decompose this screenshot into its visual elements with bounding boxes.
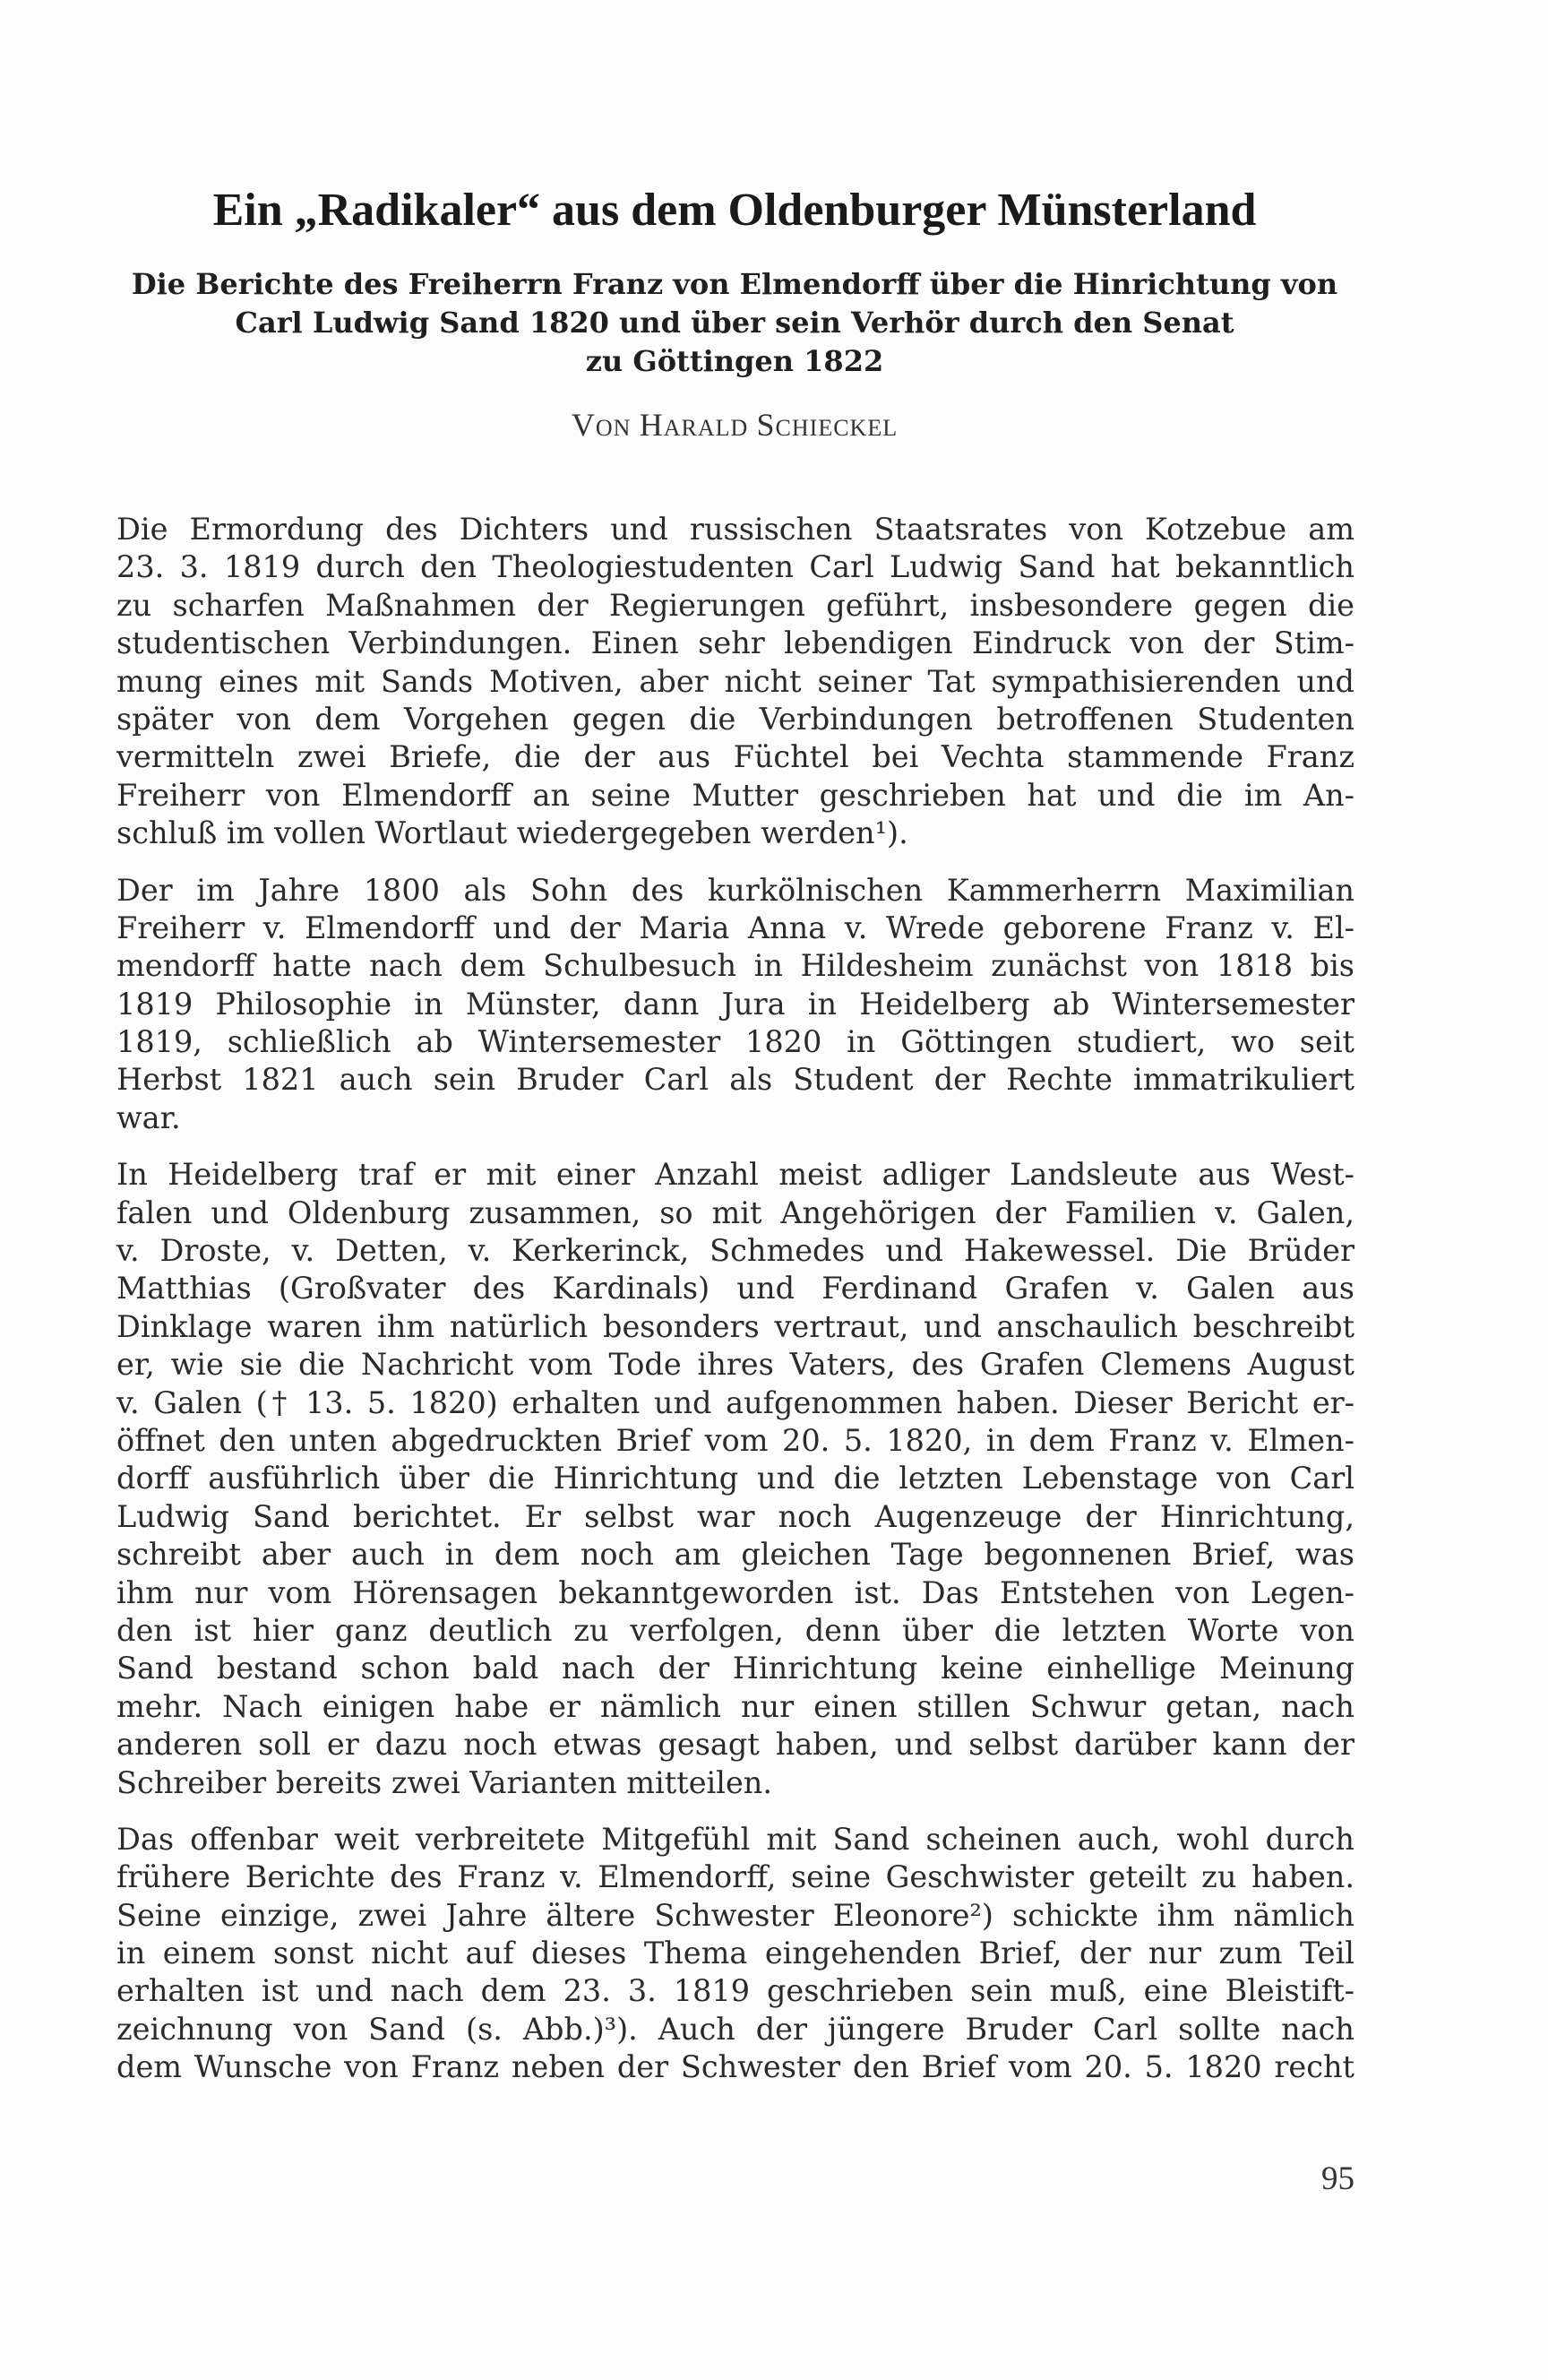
text-line: schluß im vollen Wortlaut wiedergegeben werden¹).: [116, 815, 908, 851]
text-line: 1819 Philosophie in Münster, dann Jura in Heidelberg ab Wintersemester: [116, 986, 1354, 1022]
text-line: dorff ausführlich über die Hinrichtung und die letzten Lebenstage von Carl: [116, 1461, 1354, 1496]
text-line: ihm nur vom Hörensagen bekanntgeworden ist. Das Entstehen von Legen-: [116, 1574, 1354, 1610]
text-line: Die Ermordung des Dichters und russischen Staatsrates von Kotzebue am: [116, 512, 1354, 547]
text-line: Dinklage waren ihm natürlich besonders vertraut, und anschaulich beschreibt: [116, 1308, 1354, 1344]
text-line: Herbst 1821 auch sein Bruder Carl als Student der Rechte immatrikuliert: [116, 1062, 1354, 1098]
subtitle-line: Die Berichte des Freiherrn Franz von Elmendorff über die Hinrichtung von: [131, 267, 1338, 301]
text-line: erhalten ist und nach dem 23. 3. 1819 geschrieben sein muß, eine Bleistift-: [116, 1973, 1354, 2009]
subtitle-line: zu Göttingen 1822: [585, 344, 884, 378]
text-line: dem Wunsche von Franz neben der Schwester den Brief vom 20. 5. 1820 recht: [116, 2049, 1354, 2085]
author-byline: VON HARALD SCHIECKEL: [571, 407, 899, 443]
article-body: [116, 511, 1354, 2106]
page-number: 95: [1321, 2160, 1354, 2197]
text-line: mendorff hatte nach dem Schulbesuch in Hildesheim zunächst von 1818 bis: [116, 948, 1354, 984]
text-line: in einem sonst nicht auf dieses Thema eingehenden Brief, der nur zum Teil: [116, 1936, 1354, 1971]
text-line: später von dem Vorgehen gegen die Verbindungen betroffenen Studenten: [116, 701, 1354, 737]
text-line: Freiherr von Elmendorff an seine Mutter geschrieben hat und die im An-: [116, 777, 1354, 813]
body-paragraph: [116, 872, 1354, 1138]
text-line: vermitteln zwei Briefe, die der aus Füchtel bei Vechta stammende Franz: [116, 739, 1354, 775]
text-line: zeichnung von Sand (s. Abb.)³). Auch der jüngere Bruder Carl sollte nach: [116, 2011, 1354, 2047]
text-line: anderen soll er dazu noch etwas gesagt haben, und selbst darüber kann der: [116, 1727, 1354, 1763]
text-line: Das offenbar weit verbreitete Mitgefühl mit Sand scheinen auch, wohl durch: [116, 1821, 1354, 1857]
text-line: öffnet den unten abgedruckten Brief vom 20. 5. 1820, in dem Franz v. Elmen-: [116, 1422, 1354, 1458]
text-line: 1819, schließlich ab Wintersemester 1820 in Göttingen studiert, wo seit: [116, 1024, 1354, 1060]
text-line: Ludwig Sand berichtet. Er selbst war noch Augenzeuge der Hinrichtung,: [116, 1498, 1354, 1534]
article-subtitle: [108, 265, 1362, 381]
text-line: studentischen Verbindungen. Einen sehr lebendigen Eindruck von der Stim-: [116, 625, 1354, 661]
text-line: Seine einzige, zwei Jahre ältere Schwester Eleonore²) schickte ihm nämlich: [116, 1897, 1354, 1933]
text-line: mehr. Nach einigen habe er nämlich nur einen stillen Schwur getan, nach: [116, 1688, 1354, 1724]
text-line: zu scharfen Maßnahmen der Regierungen geführt, insbesondere gegen die: [116, 587, 1354, 623]
text-line: Schreiber bereits zwei Varianten mitteilen.: [116, 1764, 772, 1800]
text-line: er, wie sie die Nachricht vom Tode ihres Vaters, des Grafen Clemens August: [116, 1347, 1354, 1383]
text-line: v. Droste, v. Detten, v. Kerkerinck, Schmedes und Hakewessel. Die Brüder: [116, 1233, 1354, 1269]
subtitle-line: Carl Ludwig Sand 1820 und über sein Verhör durch den Senat: [235, 306, 1234, 340]
body-paragraph: [116, 1821, 1354, 2087]
body-paragraph: [116, 1156, 1354, 1802]
text-line: schreibt aber auch in dem noch am gleichen Tage begonnenen Brief, was: [116, 1537, 1354, 1573]
text-line: In Heidelberg traf er mit einer Anzahl meist adliger Landsleute aus West-: [116, 1157, 1354, 1193]
article-title: Ein „Radikaler“ aus dem Oldenburger Münsterland: [212, 185, 1257, 236]
text-line: Sand bestand schon bald nach der Hinrichtung keine einhellige Meinung: [116, 1651, 1354, 1686]
text-line: 23. 3. 1819 durch den Theologiestudenten Carl Ludwig Sand hat bekanntlich: [116, 549, 1354, 585]
text-line: Matthias (Großvater des Kardinals) und Ferdinand Grafen v. Galen aus: [116, 1271, 1354, 1306]
text-line: Freiherr v. Elmendorff und der Maria Anna v. Wrede geborene Franz v. El-: [116, 910, 1354, 945]
text-line: mung eines mit Sands Motiven, aber nicht seiner Tat sympathisierenden und: [116, 663, 1354, 699]
text-line: den ist hier ganz deutlich zu verfolgen, denn über die letzten Worte von: [116, 1612, 1354, 1648]
text-line: war.: [116, 1099, 181, 1135]
text-line: v. Galen († 13. 5. 1820) erhalten und aufgenommen haben. Dieser Bericht er-: [116, 1384, 1354, 1420]
body-paragraph: [116, 511, 1354, 853]
text-line: frühere Berichte des Franz v. Elmendorff, seine Geschwister geteilt zu haben.: [116, 1859, 1354, 1895]
text-line: falen und Oldenburg zusammen, so mit Angehörigen der Familien v. Galen,: [116, 1194, 1354, 1230]
text-line: Der im Jahre 1800 als Sohn des kurkölnischen Kammerherrn Maximilian: [116, 872, 1354, 908]
